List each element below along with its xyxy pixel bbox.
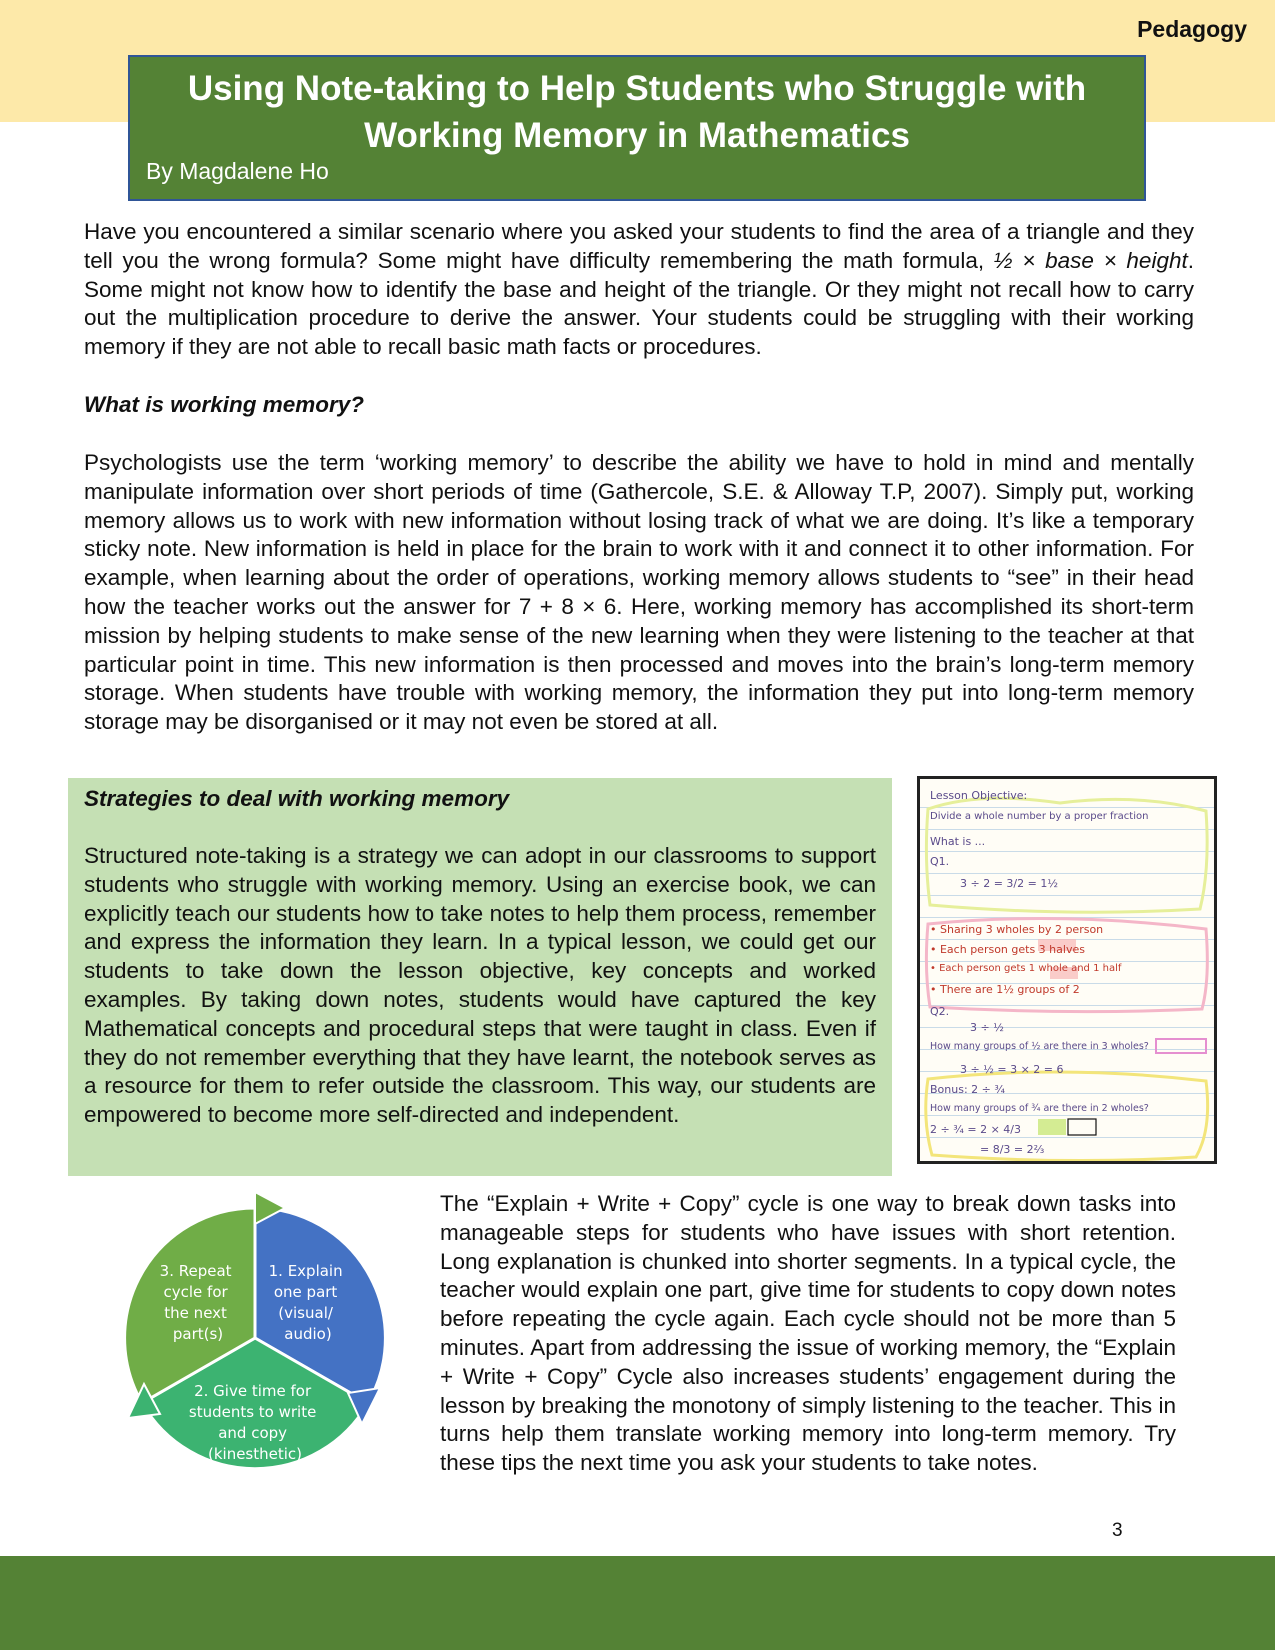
page-number: 3 — [1112, 1520, 1123, 1541]
notebook-line: Divide a whole number by a proper fraction — [930, 811, 1149, 822]
notebook-line: • Each person gets 3 halves — [930, 943, 1085, 956]
cycle-step-2-label: 2. Give time for students to write and copy (kinesthetic) — [188, 1382, 317, 1463]
heading-strategies: Strategies to deal with working memory — [84, 786, 510, 811]
working-memory-paragraph: Psychologists use the term ‘working memory’ to describe the ability we have to hold in mind and mentally manipulate information over short periods of time (Gathercole, S.E. & Alloway T.P, 2007). Simply put, working memory allows us to work with new information without losing track of what we are doing. It’s like a temporary sticky note. New information is held in place for the brain to work with it and connect it to other information. For example, when learning about the order of operations, working memory allows students to “see” in their head how the teacher works out the answer for 7 + 8 × 6. Here, working memory has accomplished its short-term mission by helping students to make sense of the new learning when they were listening to the teacher at that particular point in time. This new information is then processed and moves into the brain’s long-term memory storage. When students have trouble with working memory, the information they put into long-term memory storage may be disorganised or it may not even be stored at all. — [84, 450, 1194, 735]
notebook-line: • There are 1½ groups of 2 — [930, 983, 1080, 996]
notebook-line: = 8/3 = 2⅔ — [980, 1143, 1045, 1156]
notebook-line: Q1. — [930, 855, 950, 868]
cycle-step-3-label: 3. Repeat cycle for the next part(s) — [159, 1262, 232, 1343]
title-line-1: Using Note-taking to Help Students who Struggle with — [187, 69, 1087, 108]
notebook-line: Bonus: 2 ÷ ¾ — [930, 1083, 1006, 1096]
notebook-line: What is ... — [930, 835, 986, 848]
notebook-line: • Each person gets 1 whole and 1 half — [930, 963, 1122, 974]
notebook-line: Lesson Objective: — [930, 789, 1028, 802]
explain-write-copy-cycle-diagram — [100, 1188, 410, 1488]
heading-working-memory: What is working memory? — [84, 392, 365, 417]
article-title — [140, 65, 1134, 159]
section-tag: Pedagogy — [1137, 16, 1247, 42]
byline: By Magdalene Ho — [146, 158, 329, 184]
notebook-line: 3 ÷ ½ — [970, 1021, 1004, 1034]
intro-text-b: . Some might not know how to identify the base and height of the triangle. Or they might not recall how to carry out the multiplication procedure to derive the answer. Your students could be struggling with their working memory if they are not able to recall basic math facts or procedures. — [84, 247, 1194, 360]
notebook-line: • Sharing 3 wholes by 2 person — [930, 923, 1104, 936]
notebook-line: 3 ÷ ½ = 3 × 2 = 6 — [960, 1063, 1064, 1076]
notebook-photo — [917, 776, 1217, 1164]
notebook-line: Q2. — [930, 1005, 950, 1018]
notebook-line: How many groups of ¾ are there in 2 wholes? — [930, 1103, 1149, 1114]
intro-text-a: Have you encountered a similar scenario where you asked your students to find the area of a triangle and they tell you the wrong formula? Some might have difficulty remembering the math formula, — [84, 219, 1194, 273]
footer-band — [0, 1556, 1275, 1650]
notebook-line: 3 ÷ 2 = 3/2 = 1½ — [960, 877, 1058, 890]
formula: ½ × base × height — [993, 247, 1188, 273]
title-box — [128, 55, 1146, 201]
cycle-paragraph: The “Explain + Write + Copy” cycle is one way to break down tasks into manageable steps for students who have issues with short retention. Long explanation is chunked into shorter segments. In a typical cycle, the teacher would explain one part, give time for students to copy down notes before repeating the cycle again. Each cycle should not be more than 5 minutes. Apart from addressing the issue of working memory, the “Explain + Write + Copy” Cycle also increases students’ engagement during the lesson by breaking the monotony of simply listening to the teacher. This in turns help them translate working memory into long-term memory. Try these tips the next time you ask your students to take notes. — [440, 1191, 1176, 1476]
strategies-paragraph: Structured note-taking is a strategy we can adopt in our classrooms to support students who struggle with working memory. Using an exercise book, we can explicitly teach our students how to take notes to help them process, remember and express the information they learn. In a typical lesson, we could get our students to take down the lesson objective, key concepts and worked examples. By taking down notes, students would have captured the key Mathematical concepts and procedural steps that were taught in class. Even if they do not remember everything that they have learnt, the notebook serves as a resource for them to refer outside the classroom. This way, our students are empowered to become more self-directed and independent. — [84, 843, 876, 1128]
intro-paragraph — [84, 218, 1194, 362]
title-line-2: Working Memory in Mathematics — [364, 116, 910, 155]
strategies-box — [68, 778, 892, 1176]
notebook-line: How many groups of ½ are there in 3 wholes? — [930, 1041, 1149, 1052]
notebook-line: 2 ÷ ¾ = 2 × 4/3 — [930, 1123, 1021, 1136]
cycle-step-1-label: 1. Explain one part (visual/ audio) — [268, 1262, 343, 1343]
